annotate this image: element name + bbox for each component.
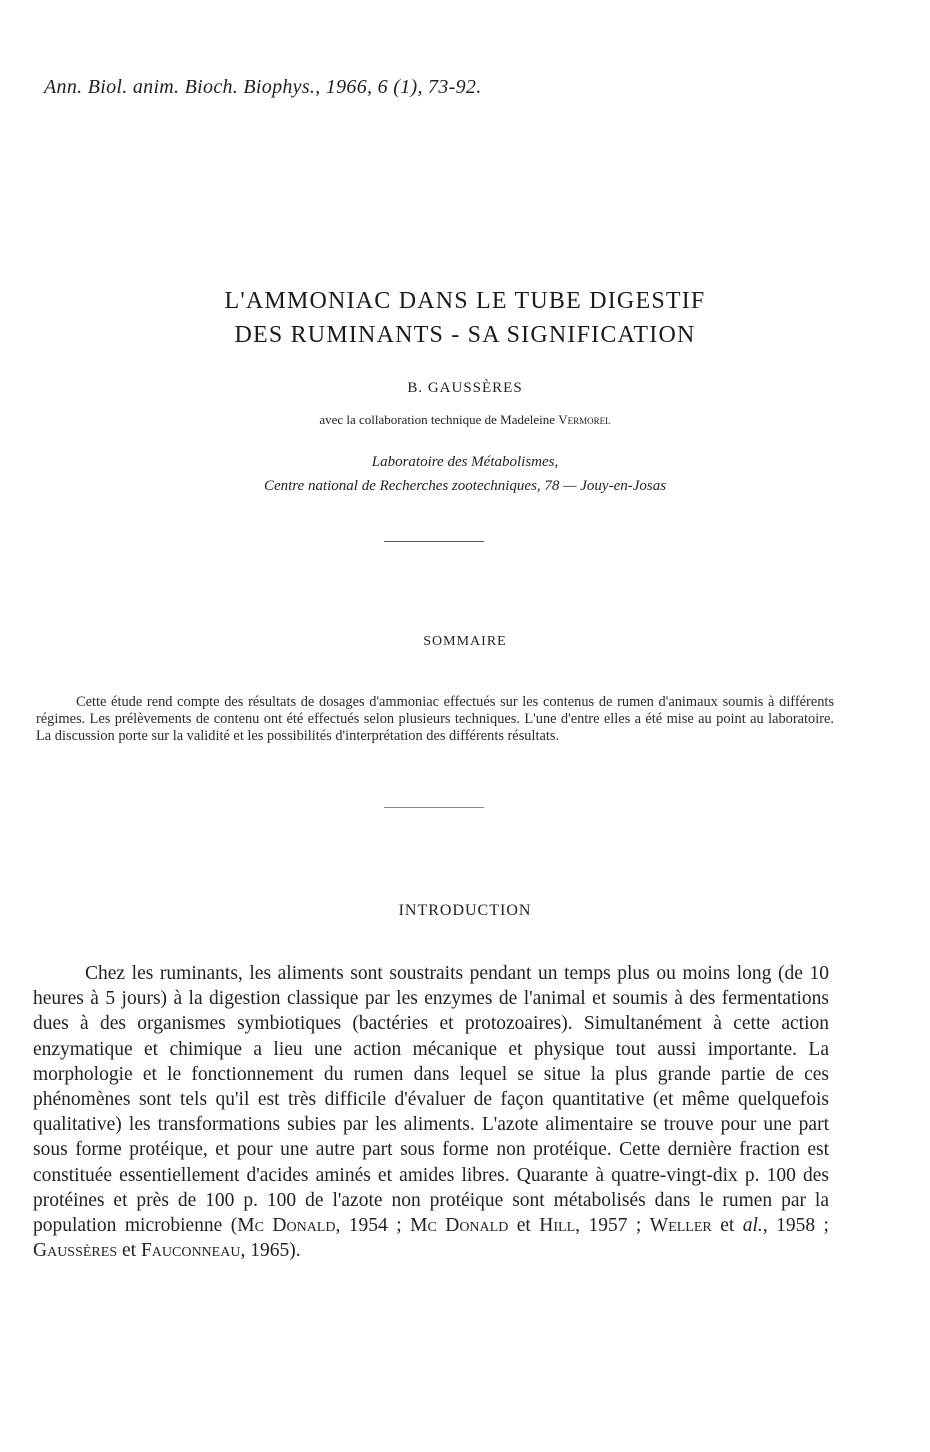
journal-citation: Ann. Biol. anim. Bioch. Biophys., 1966, 6 (1), 73-92. bbox=[44, 76, 482, 98]
author-name: B. GAUSSÈRES bbox=[407, 380, 523, 396]
collaboration-prefix: avec la collaboration technique de Madeleine bbox=[319, 412, 556, 427]
title-line-2: DES RUMINANTS - SA SIGNIFICATION bbox=[234, 322, 696, 348]
reference-year: , 1958 ; bbox=[762, 1215, 829, 1237]
collaborator-name: Vermorel bbox=[558, 412, 611, 427]
reference-author: Mc Donald bbox=[237, 1215, 336, 1237]
introduction-text: Chez les ruminants, les aliments sont soustraits pendant un temps plus ou moins long (de 10 heures à 5 jours) à la digestion classique par les enzymes de l'animal et soumis à des fermentations dues à des organismes symbiotiques (bactéries et protozoaires). Simultanément à cette action enzymatique et chimique a lieu une action mécanique et physique tout aussi importante. La morphologie et le fonctionnement du rumen dans lequel se situe la plus grande partie de ces phénomènes sont tels qu'il est très difficile d'évaluer de façon quantitative (et même quelquefois qualitative) les transformations subies par les aliments. L'azote alimentaire se trouve pour une part sous forme protéique, et pour une autre part sous forme non protéique. Cette dernière fraction est constituée essentiellement d'acides aminés et amides libres. Quarante à quatre-vingt-dix p. 100 des protéines et près de 100 p. 100 de l'azote non protéique sont métabolisés dans le rumen par la population microbienne ( bbox=[33, 963, 829, 1237]
affiliation-line-2: Centre national de Recherches zootechniques, 78 — Jouy-en-Josas bbox=[263, 478, 667, 494]
affiliation bbox=[0, 450, 930, 498]
reference-author: Hill bbox=[539, 1215, 576, 1237]
sommaire-heading: SOMMAIRE bbox=[423, 634, 507, 649]
reference-author: Fauconneau bbox=[140, 1240, 241, 1262]
reference-conjunction: et bbox=[508, 1215, 540, 1237]
collaboration-line bbox=[0, 412, 930, 428]
separator-rule-2 bbox=[384, 807, 484, 808]
separator-rule bbox=[384, 541, 484, 542]
reference-conjunction: et bbox=[711, 1215, 743, 1237]
reference-conjunction: et bbox=[117, 1240, 141, 1262]
reference-year: , 1954 ; bbox=[335, 1215, 411, 1237]
introduction-heading: INTRODUCTION bbox=[398, 902, 532, 919]
title-line-1: L'AMMONIAC DANS LE TUBE DIGESTIF bbox=[224, 288, 706, 314]
paper-title bbox=[0, 284, 930, 352]
reference-author: Weller bbox=[649, 1215, 712, 1237]
sommaire-text: Cette étude rend compte des résultats de dosages d'ammoniac effectués sur les contenus de rumen d'animaux soumis à différents régimes. Les prélèvements de contenu ont été effectués selon plusieurs techniques. L'une d'entre elles a été mise au point au laboratoire. La discussion porte sur la validité et les possibilités d'interprétation des différents résultats. bbox=[36, 694, 834, 744]
reference-year: , 1957 ; bbox=[575, 1215, 650, 1237]
introduction-paragraph bbox=[33, 961, 829, 1263]
reference-author: Mc Donald bbox=[410, 1215, 509, 1237]
reference-author: Gaussères bbox=[33, 1240, 118, 1262]
affiliation-line-1: Laboratoire des Métabolismes, bbox=[371, 454, 559, 470]
reference-etal: al. bbox=[742, 1215, 763, 1237]
reference-year: , 1965). bbox=[240, 1240, 301, 1262]
